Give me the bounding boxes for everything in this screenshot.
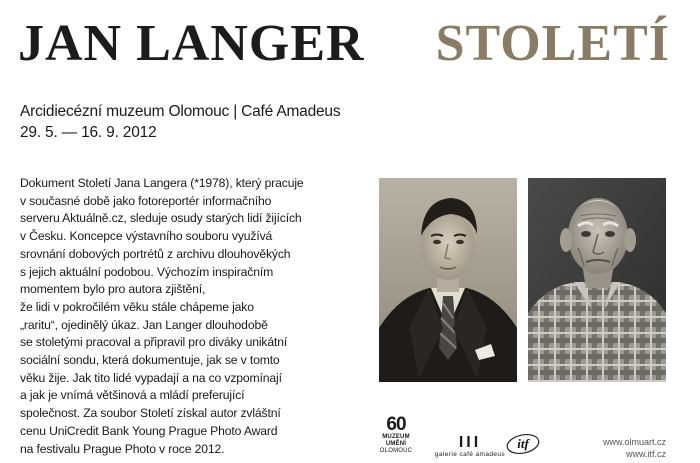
itf-logo-text: itf	[517, 436, 529, 451]
text-line: na festivalu Prague Photo v roce 2012.	[20, 441, 225, 456]
museum-logo-line1: MUZEUM	[382, 434, 410, 440]
venue-line: Arcidiecézní muzeum Olomouc | Café Amadeus	[20, 103, 341, 120]
museum-logo-line3: OLOMOUC	[379, 448, 413, 454]
galerie-logo-name: galerie café amadeus	[434, 451, 506, 458]
title-exhibition-name: STOLETÍ	[435, 15, 670, 72]
itf-logo	[505, 432, 541, 456]
text-line: srovnání dobových portrétů z archivu dlouhověkých	[20, 246, 291, 261]
text-line: momentem bylo pro autora zjištění,	[20, 282, 206, 297]
page-title	[18, 15, 670, 72]
website-link-itf[interactable]: www.itf.cz	[625, 449, 666, 459]
galerie-logo	[426, 436, 514, 460]
galerie-logo-mark: III	[458, 434, 482, 451]
description-text	[20, 175, 370, 458]
text-line: a jak je vnímá většinová a mládí preferující	[20, 388, 245, 403]
museum-logo-line2: UMĚNÍ	[385, 441, 407, 447]
text-line: společnost. Za soubor Století získal autor zvláštní	[20, 406, 281, 421]
text-line: s jejich aktuální podobou. Výchozím inspiračním	[20, 264, 274, 279]
text-line: „raritu“, ojedinělý úkaz. Jan Langer dlouhodobě	[20, 317, 268, 332]
text-line: v současné době jako fotoreportér informačního	[20, 193, 272, 208]
website-link-olmuart[interactable]: www.olmuart.cz	[602, 437, 666, 447]
text-line: cenu UniCredit Bank Young Prague Photo Award	[20, 423, 278, 438]
text-line: věku žije. Jak tito lidé vypadají a na co vzpomínají	[20, 370, 282, 385]
museum-logo-number: 60	[386, 414, 406, 435]
text-line: v Česku. Koncepce výstavního souboru využívá	[20, 229, 273, 244]
date-range: 29. 5. — 16. 9. 2012	[20, 124, 157, 141]
text-line: serveru Aktuálně.cz, sleduje osudy starých lidí žijících	[20, 211, 302, 226]
title-artist-name: JAN LANGER	[18, 15, 365, 72]
museum-logo	[372, 416, 420, 455]
portrait-young-man	[379, 178, 517, 382]
portrait-old-man	[528, 178, 666, 382]
text-line: Dokument Století Jana Langera (*1978), který pracuje	[20, 176, 304, 190]
text-line: se stoletými pracoval a připravil pro diváky unikátní	[20, 335, 288, 350]
text-line: sociální sondu, která dokumentuje, jak se v tomto	[20, 353, 280, 368]
text-line: že lidi v pokročilém věku stále chápeme jako	[20, 299, 254, 314]
website-links	[603, 436, 666, 460]
